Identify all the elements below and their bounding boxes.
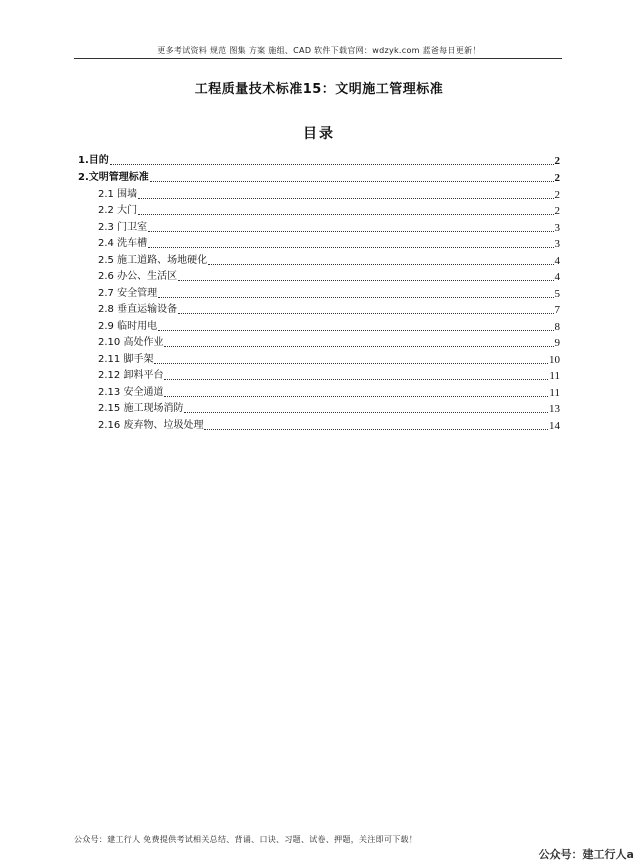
toc-entry-label: 2.11 脚手架 bbox=[98, 353, 154, 365]
toc-entry[interactable] bbox=[78, 150, 560, 167]
toc-dot-leader bbox=[138, 214, 553, 215]
toc-dot-leader bbox=[148, 231, 553, 232]
toc-entry[interactable] bbox=[78, 382, 560, 399]
toc-dot-leader bbox=[150, 181, 554, 182]
toc-entry-page: 4 bbox=[554, 254, 560, 267]
toc-entry-label: 2.16 废弃物、垃圾处理 bbox=[98, 419, 204, 431]
toc-entry-page: 3 bbox=[554, 221, 560, 234]
toc-entry-page: 10 bbox=[549, 353, 560, 366]
toc-dot-leader bbox=[154, 363, 548, 364]
toc-entry-label: 2.8 垂直运输设备 bbox=[98, 304, 178, 315]
toc-entry-label: 2.7 安全管理 bbox=[98, 287, 158, 299]
toc-entry[interactable] bbox=[78, 316, 560, 333]
toc-entry[interactable] bbox=[78, 415, 560, 432]
toc-entry[interactable] bbox=[78, 167, 560, 184]
toc-dot-leader bbox=[178, 280, 553, 281]
toc-entry-page: 11 bbox=[549, 370, 560, 382]
toc-entry-page: 4 bbox=[554, 271, 560, 283]
toc-entry-label: 2.12 卸料平台 bbox=[98, 370, 164, 381]
toc-entry[interactable] bbox=[78, 366, 560, 383]
toc-entry-page: 2 bbox=[554, 155, 560, 167]
watermark-text: 公众号：建工行人a bbox=[538, 848, 634, 861]
toc-entry-label: 2.2 大门 bbox=[98, 205, 138, 216]
toc-entry-label: 2.6 办公、生活区 bbox=[98, 271, 178, 282]
toc-entry-page: 2 bbox=[554, 205, 560, 217]
toc-entry-page: 7 bbox=[554, 304, 560, 316]
toc-dot-leader bbox=[178, 313, 553, 314]
toc-entry-label: 2.15 施工现场消防 bbox=[98, 403, 184, 414]
toc-entry-page: 14 bbox=[549, 419, 560, 432]
toc-entry-label: 2.10 高处作业 bbox=[98, 337, 164, 348]
toc-entry[interactable] bbox=[78, 201, 560, 218]
toc-entry[interactable] bbox=[78, 333, 560, 350]
toc-entry-label: 2.3 门卫室 bbox=[98, 221, 148, 233]
document-title: 工程质量技术标准15：文明施工管理标准 bbox=[194, 82, 444, 97]
toc-entry-page: 8 bbox=[554, 320, 560, 333]
toc-entry-page: 3 bbox=[554, 238, 560, 250]
header-note: 更多考试资料 规范 图集 方案 施组、CAD 软件下载官网：wdzyk.com 蓝爸每日更新！ bbox=[157, 46, 481, 55]
toc-dot-leader bbox=[208, 264, 553, 265]
toc-dot-leader bbox=[148, 247, 553, 248]
toc-dot-leader bbox=[138, 198, 553, 199]
toc-entry[interactable] bbox=[78, 399, 560, 416]
toc-entry[interactable] bbox=[78, 184, 560, 201]
toc-dot-leader bbox=[110, 164, 554, 165]
toc-entry[interactable] bbox=[78, 217, 560, 234]
toc-entry-label: 2.4 洗车槽 bbox=[98, 238, 148, 249]
toc-entry-page: 2 bbox=[554, 188, 560, 201]
toc-entry-label: 2.文明管理标准 bbox=[78, 172, 149, 183]
toc-dot-leader bbox=[204, 429, 548, 430]
toc-entry[interactable] bbox=[78, 234, 560, 251]
toc-entry-page: 9 bbox=[554, 337, 560, 349]
toc-entry-page: 5 bbox=[554, 287, 560, 300]
header-divider bbox=[74, 58, 562, 59]
toc-entry[interactable] bbox=[78, 283, 560, 300]
toc-entry-label: 2.5 施工道路、场地硬化 bbox=[98, 254, 208, 266]
toc-entry-page: 2 bbox=[554, 172, 560, 184]
toc-entry-page: 13 bbox=[549, 403, 560, 415]
toc-entry[interactable] bbox=[78, 267, 560, 284]
table-of-contents bbox=[78, 150, 560, 432]
toc-dot-leader bbox=[158, 330, 553, 331]
toc-entry-label: 2.9 临时用电 bbox=[98, 320, 158, 332]
footer-note: 公众号：建工行人 免费提供考试相关总结、背诵、口诀、习题、试卷、押题，关注即可下载！ bbox=[74, 835, 418, 844]
toc-dot-leader bbox=[164, 346, 553, 347]
toc-dot-leader bbox=[164, 379, 548, 380]
toc-entry[interactable] bbox=[78, 250, 560, 267]
toc-dot-leader bbox=[164, 396, 548, 397]
toc-entry[interactable] bbox=[78, 300, 560, 317]
toc-dot-leader bbox=[184, 412, 548, 413]
toc-dot-leader bbox=[158, 297, 553, 298]
toc-entry-label: 2.13 安全通道 bbox=[98, 386, 164, 398]
toc-entry[interactable] bbox=[78, 349, 560, 366]
toc-entry-page: 11 bbox=[549, 386, 560, 399]
toc-entry-label: 2.1 围墙 bbox=[98, 188, 138, 200]
toc-heading: 目录 bbox=[303, 126, 335, 142]
toc-entry-label: 1.目的 bbox=[78, 155, 109, 166]
